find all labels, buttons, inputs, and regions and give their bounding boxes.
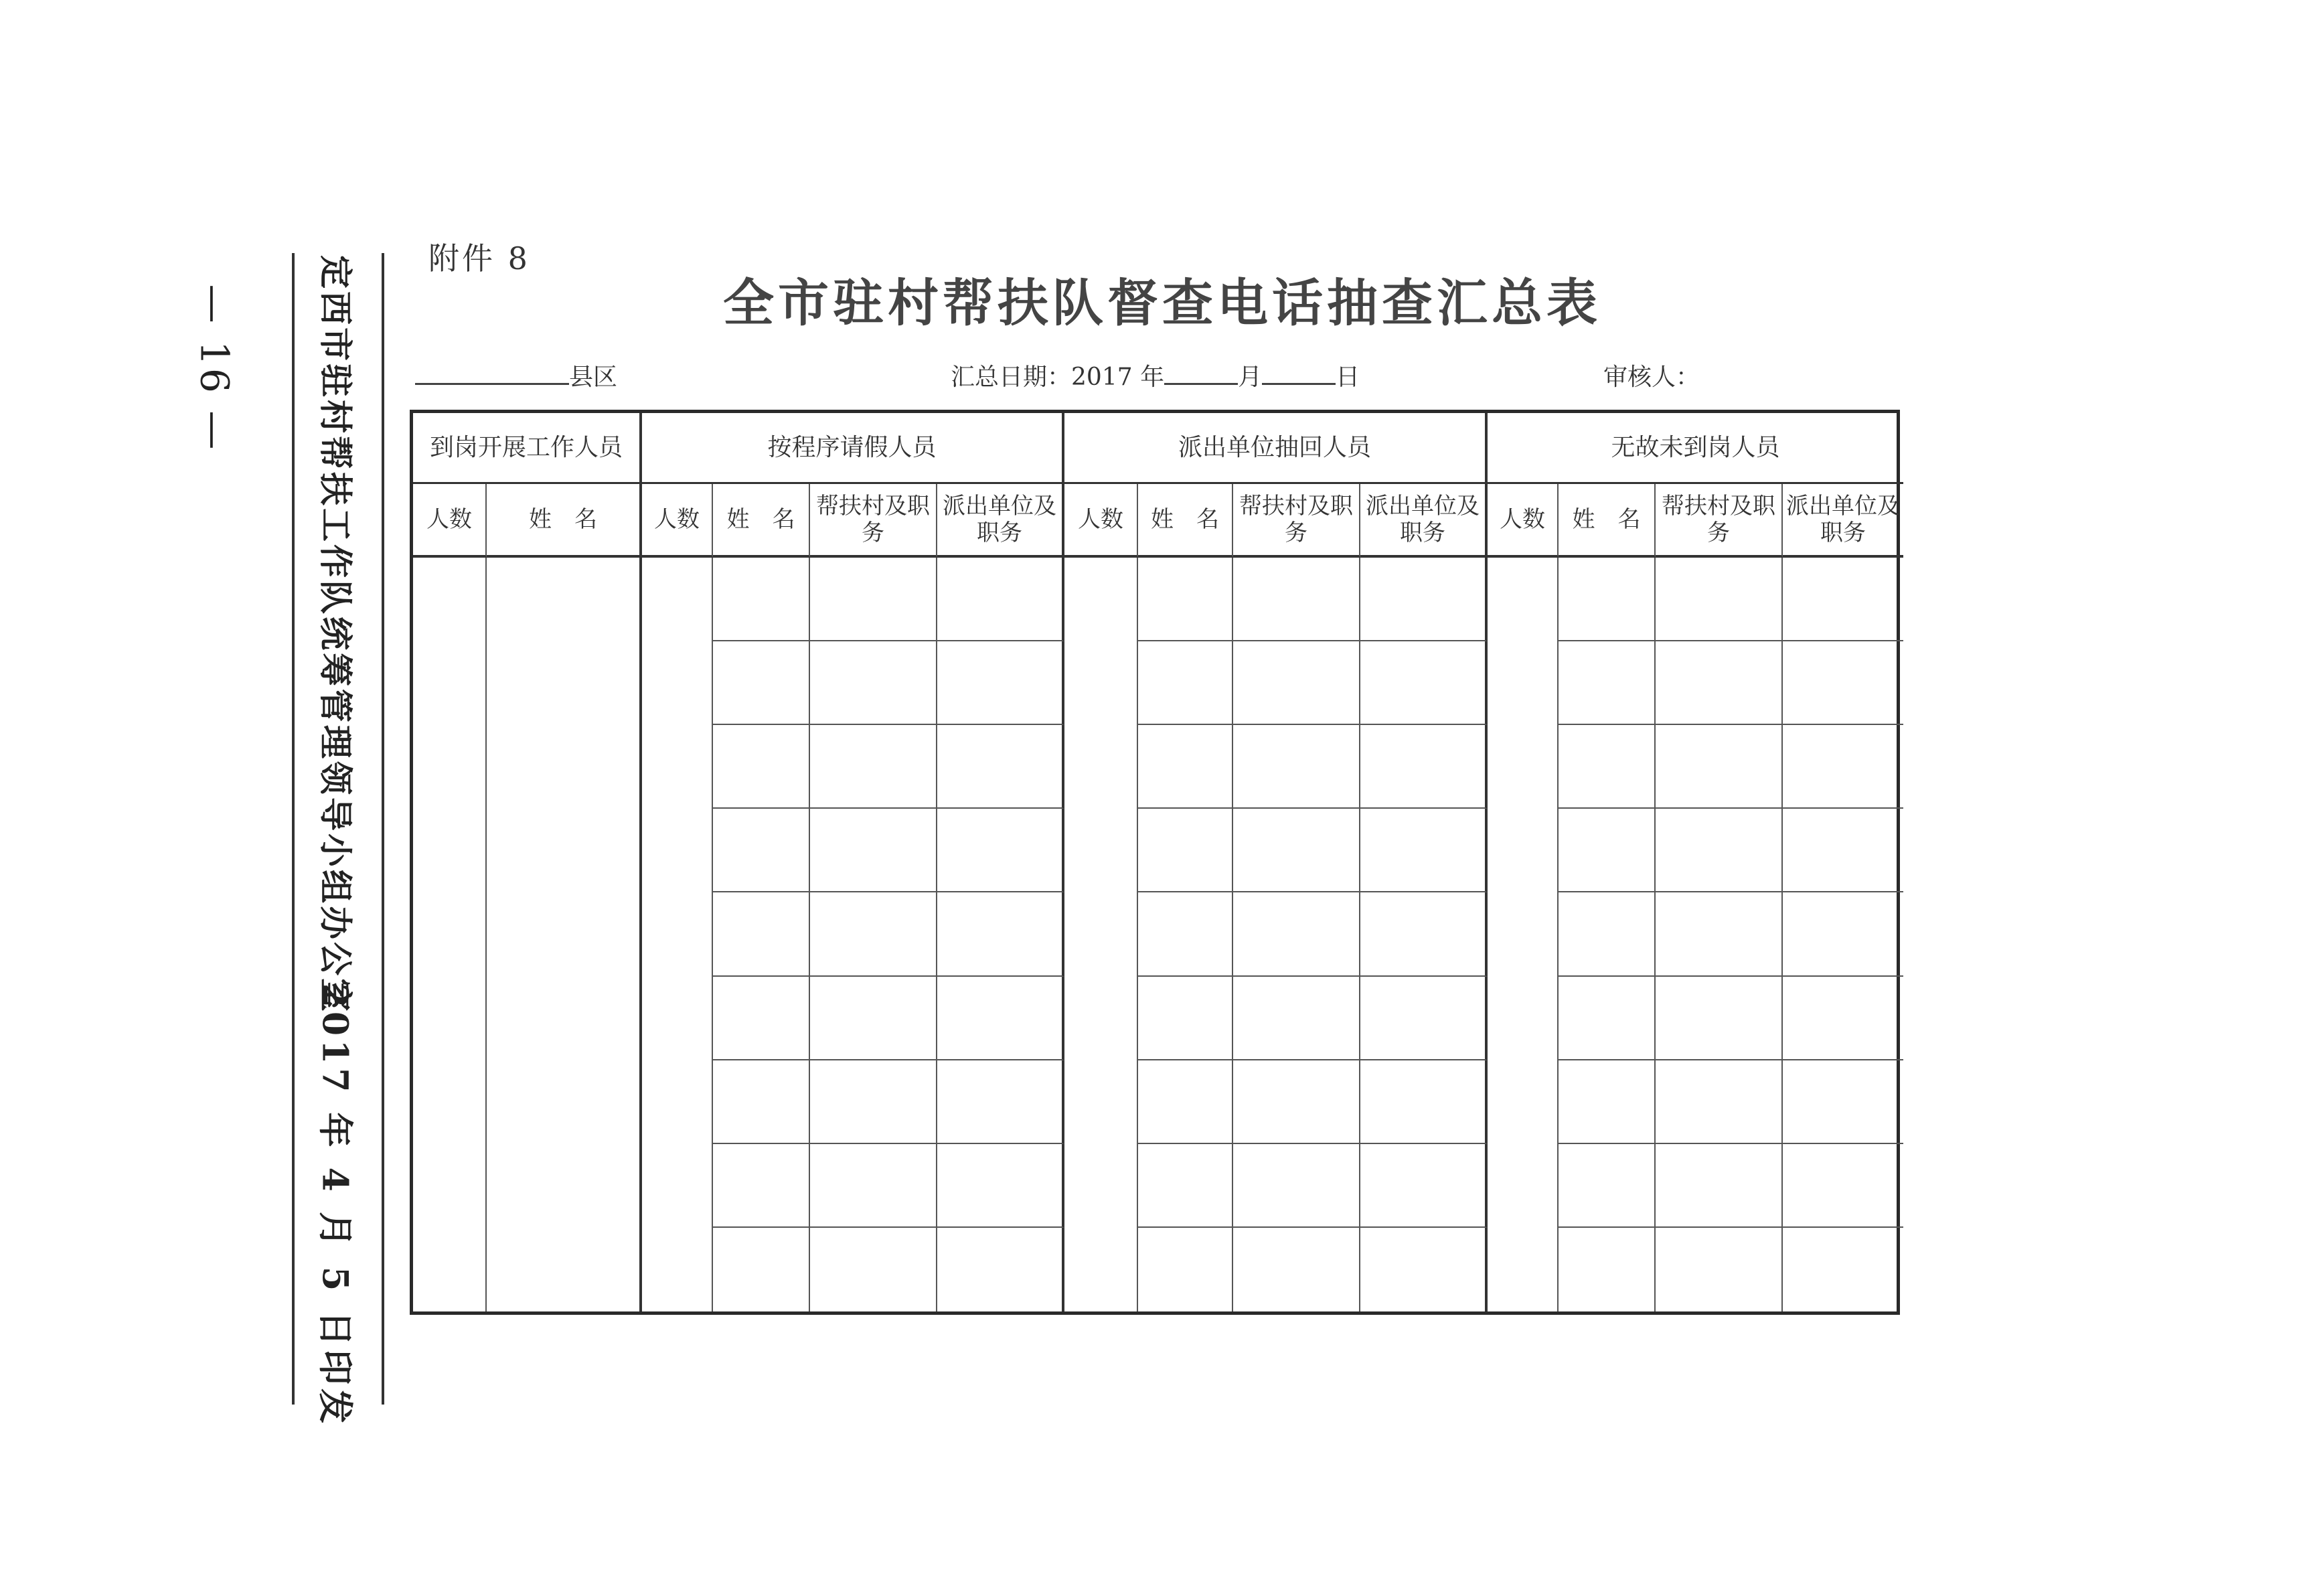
column-header-unit-post: 派出单位及职务 [1783, 484, 1903, 558]
count-cell [413, 558, 487, 1311]
date-month: 月 [1238, 364, 1263, 391]
table-cell [713, 977, 810, 1060]
group-header-recalled: 派出单位抽回人员 [1064, 413, 1488, 484]
summary-table [410, 410, 1900, 1315]
imprint-organization-text: 定西市驻村帮扶工作队统筹管理领导小组办公室 [316, 255, 355, 1014]
table-cell [1559, 725, 1656, 809]
reviewer-label: 审核人： [1603, 364, 1700, 391]
table-cell [810, 1228, 937, 1311]
table-cell [937, 977, 1064, 1060]
table-cell [1138, 1060, 1233, 1144]
table-cell [1656, 977, 1783, 1060]
county-field [415, 358, 617, 392]
side-rule-left [292, 253, 295, 1405]
page-number-text: — 16 — [191, 284, 237, 453]
table-cell [1233, 641, 1360, 725]
table-cell [937, 1060, 1064, 1144]
date-label: 汇总日期： [951, 364, 1072, 391]
column-header-name: 姓 名 [1138, 484, 1233, 558]
count-cell [1064, 558, 1138, 1311]
table-cell [1559, 1228, 1656, 1311]
date-day: 日 [1336, 364, 1360, 391]
table-cell [1138, 558, 1233, 641]
column-header-count: 人数 [642, 484, 713, 558]
imprint-date [297, 983, 379, 1427]
table-cell [1360, 1228, 1488, 1311]
column-header-name: 姓 名 [713, 484, 810, 558]
day-blank [1262, 363, 1336, 385]
table-cell [1783, 1060, 1903, 1144]
table-cell [1656, 641, 1783, 725]
reviewer-field [1603, 358, 1700, 392]
group-header-leave: 按程序请假人员 [642, 413, 1064, 484]
column-header-name: 姓 名 [1559, 484, 1656, 558]
imprint-organization [297, 255, 379, 1014]
column-header-name: 姓 名 [487, 484, 642, 558]
table-cell [713, 641, 810, 725]
table-cell [937, 1144, 1064, 1228]
table-cell [1233, 977, 1360, 1060]
attachment-label: 附件 8 [428, 240, 530, 276]
table-cell [1360, 641, 1488, 725]
column-header-unit-post: 派出单位及职务 [1360, 484, 1488, 558]
table-cell [1559, 1060, 1656, 1144]
table-cell [1360, 1060, 1488, 1144]
name-cell [487, 558, 642, 1311]
table-cell [1656, 1060, 1783, 1144]
table-cell [1783, 558, 1903, 641]
table-cell [1360, 558, 1488, 641]
table-cell [1360, 1144, 1488, 1228]
table-cell [1138, 977, 1233, 1060]
table-cell [810, 641, 937, 725]
table-cell [1559, 558, 1656, 641]
table-cell [810, 1144, 937, 1228]
table-cell [713, 558, 810, 641]
column-header-village-post: 帮扶村及职务 [1233, 484, 1360, 558]
table-cell [1783, 725, 1903, 809]
table-cell [1559, 1144, 1656, 1228]
table-cell [1783, 809, 1903, 892]
table-cell [1233, 1228, 1360, 1311]
table-cell [1233, 892, 1360, 976]
table-cell [810, 558, 937, 641]
month-blank [1164, 363, 1238, 385]
table-cell [1783, 641, 1903, 725]
table-cell [1360, 892, 1488, 976]
table-cell [937, 725, 1064, 809]
table-cell [810, 892, 937, 976]
table-cell [713, 725, 810, 809]
table-cell [1559, 892, 1656, 976]
county-blank [415, 363, 569, 385]
side-rule-right [382, 253, 384, 1405]
date-year: 2017 年 [1071, 364, 1165, 391]
column-header-count: 人数 [413, 484, 487, 558]
table-cell [713, 809, 810, 892]
group-header-absent: 无故未到岗人员 [1488, 413, 1903, 484]
column-header-count: 人数 [1064, 484, 1138, 558]
table-cell [1233, 809, 1360, 892]
column-header-unit-post: 派出单位及职务 [937, 484, 1064, 558]
table-cell [1233, 1060, 1360, 1144]
table-cell [1138, 725, 1233, 809]
table-cell [937, 809, 1064, 892]
table-cell [713, 892, 810, 976]
table-cell [1233, 1144, 1360, 1228]
table-cell [1783, 1228, 1903, 1311]
table-cell [1656, 892, 1783, 976]
table-cell [810, 1060, 937, 1144]
table-cell [810, 977, 937, 1060]
table-cell [1656, 1228, 1783, 1311]
table-cell [1138, 1144, 1233, 1228]
table-cell [937, 892, 1064, 976]
table-cell [1360, 809, 1488, 892]
table-cell [937, 1228, 1064, 1311]
column-header-village-post: 帮扶村及职务 [810, 484, 937, 558]
table-cell [1656, 809, 1783, 892]
county-suffix: 县区 [569, 364, 618, 391]
table-cell [937, 641, 1064, 725]
imprint-date-text: 2017 年 4 月 5 日印发 [314, 983, 355, 1427]
table-cell [1559, 977, 1656, 1060]
table-cell [810, 725, 937, 809]
table-cell [1783, 892, 1903, 976]
count-cell [642, 558, 713, 1311]
table-cell [1783, 977, 1903, 1060]
table-cell [1138, 1228, 1233, 1311]
table-cell [1138, 641, 1233, 725]
table-cell [713, 1144, 810, 1228]
table-cell [1233, 558, 1360, 641]
table-cell [1656, 1144, 1783, 1228]
document-title: 全市驻村帮扶队督查电话抽查汇总表 [723, 273, 1601, 333]
table-cell [1656, 725, 1783, 809]
page-number [177, 281, 251, 455]
group-header-present: 到岗开展工作人员 [413, 413, 642, 484]
table-cell [1656, 558, 1783, 641]
table-cell [810, 809, 937, 892]
table-cell [1138, 809, 1233, 892]
table-cell [713, 1228, 810, 1311]
table-cell [1360, 977, 1488, 1060]
table-cell [1559, 641, 1656, 725]
table-cell [1783, 1144, 1903, 1228]
table-cell [1233, 725, 1360, 809]
count-cell [1488, 558, 1559, 1311]
column-header-village-post: 帮扶村及职务 [1656, 484, 1783, 558]
table-cell [1559, 809, 1656, 892]
table-cell [1138, 892, 1233, 976]
table-cell [713, 1060, 810, 1144]
column-header-count: 人数 [1488, 484, 1559, 558]
table-cell [937, 558, 1064, 641]
table-cell [1360, 725, 1488, 809]
summary-date-field [951, 358, 1360, 392]
